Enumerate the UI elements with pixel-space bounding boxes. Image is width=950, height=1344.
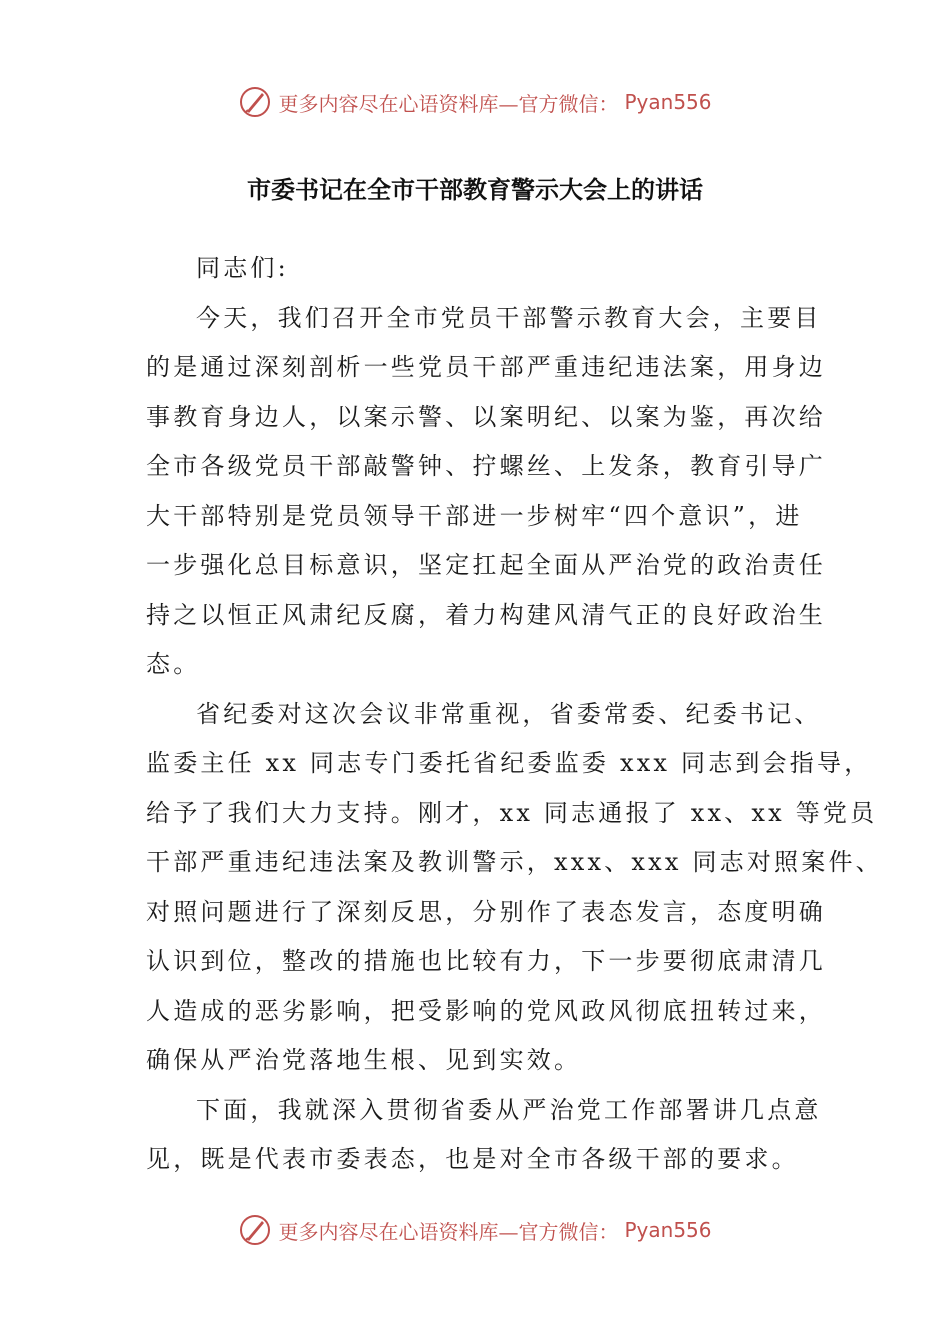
paragraph-line: 事教育身边人，以案示警、以案明纪、以案为鉴，再次给 — [146, 402, 826, 431]
paragraph-line: 认识到位，整改的措施也比较有力，下一步要彻底肃清几 — [146, 947, 826, 975]
wechat-id: Pyan556 — [624, 90, 712, 114]
paragraph-line: 给予了我们大力支持。刚才，xx 同志通报了 xx、xx 等党员 — [146, 798, 878, 827]
paragraph-line: 确保从严治党落地生根、见到实效。 — [146, 1046, 582, 1074]
paragraph-line: 今天，我们召开全市党员干部警示教育大会，主要目 — [196, 303, 822, 332]
paragraph-line: 省纪委对这次会议非常重视，省委常委、纪委书记、 — [196, 699, 822, 728]
paragraph-line: 全市各级党员干部敲警钟、拧螺丝、上发条，教育引导广 — [146, 452, 826, 480]
paragraph-line: 对照问题进行了深刻反思，分别作了表态发言，态度明确 — [146, 897, 826, 926]
paragraph-line: 大干部特别是党员领导干部进一步树牢“四个意识”，进 — [146, 501, 803, 530]
quill-logo-icon — [238, 85, 272, 119]
paragraph-line: 态。 — [146, 650, 201, 678]
paragraph-line: 监委主任 xx 同志专门委托省纪委监委 xxx 同志到会指导， — [146, 749, 872, 777]
header-banner — [0, 82, 950, 122]
salutation: 同志们: — [196, 254, 289, 282]
wechat-id: Pyan556 — [624, 1218, 712, 1242]
paragraph-line: 下面，我就深入贯彻省委从严治党工作部署讲几点意 — [196, 1095, 822, 1124]
quill-logo-icon — [238, 1213, 272, 1247]
banner-text: 更多内容尽在心语资料库—官方微信： — [278, 91, 619, 116]
paragraph-line: 见，既是代表市委表态，也是对全市各级干部的要求。 — [146, 1145, 799, 1173]
document-body — [146, 244, 883, 1185]
document-title: 市委书记在全市干部教育警示大会上的讲话 — [247, 176, 703, 204]
banner-text: 更多内容尽在心语资料库—官方微信： — [278, 1219, 619, 1244]
paragraph-line: 的是通过深刻剖析一些党员干部严重违纪违法案，用身边 — [146, 353, 826, 381]
paragraph-line: 干部严重违纪违法案及教训警示，xxx、xxx 同志对照案件、 — [146, 848, 883, 876]
paragraph-line: 一步强化总目标意识，坚定扛起全面从严治党的政治责任 — [146, 551, 826, 579]
paragraph-line: 人造成的恶劣影响，把受影响的党风政风彻底扭转过来， — [146, 996, 826, 1025]
paragraph-line: 持之以恒正风肃纪反腐，着力构建风清气正的良好政治生 — [146, 600, 826, 629]
footer-banner — [0, 1210, 950, 1250]
